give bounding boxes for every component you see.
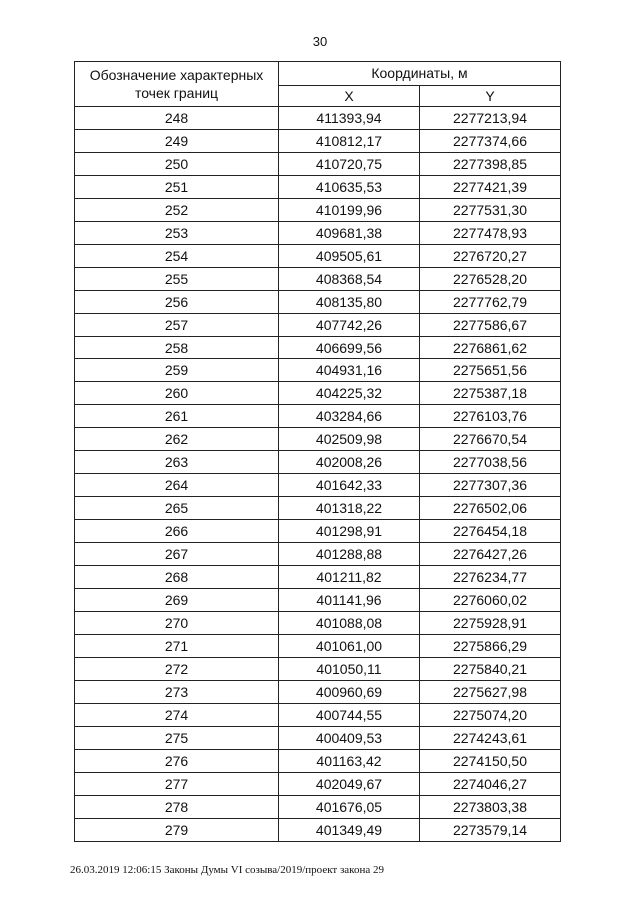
y-cell: 2276234,77	[420, 566, 561, 589]
y-cell: 2274150,50	[420, 749, 561, 772]
x-cell: 401211,82	[279, 566, 420, 589]
table-row	[75, 451, 561, 474]
point-cell: 261	[75, 405, 279, 428]
table-row	[75, 382, 561, 405]
point-cell: 263	[75, 451, 279, 474]
point-cell: 249	[75, 129, 279, 152]
y-cell: 2277038,56	[420, 451, 561, 474]
point-cell: 277	[75, 772, 279, 795]
y-cell: 2276060,02	[420, 589, 561, 612]
x-cell: 401061,00	[279, 634, 420, 657]
y-cell: 2277307,36	[420, 474, 561, 497]
x-cell: 408368,54	[279, 267, 420, 290]
point-cell: 248	[75, 107, 279, 130]
x-cell: 402008,26	[279, 451, 420, 474]
x-cell: 410635,53	[279, 175, 420, 198]
point-cell: 264	[75, 474, 279, 497]
x-cell: 404225,32	[279, 382, 420, 405]
table-row	[75, 313, 561, 336]
point-cell: 268	[75, 566, 279, 589]
table-row	[75, 474, 561, 497]
x-cell: 401141,96	[279, 589, 420, 612]
footer-stamp: 26.03.2019 12:06:15 Законы Думы VI созыва/2019/проект закона 29	[70, 864, 384, 876]
x-cell: 401676,05	[279, 795, 420, 818]
x-cell: 400409,53	[279, 726, 420, 749]
y-cell: 2276427,26	[420, 543, 561, 566]
y-cell: 2275627,98	[420, 680, 561, 703]
table-row	[75, 795, 561, 818]
x-cell: 400744,55	[279, 703, 420, 726]
x-cell: 401050,11	[279, 657, 420, 680]
point-cell: 271	[75, 634, 279, 657]
x-cell: 407742,26	[279, 313, 420, 336]
x-cell: 410812,17	[279, 129, 420, 152]
table-body	[75, 107, 561, 842]
y-cell: 2276528,20	[420, 267, 561, 290]
table-row	[75, 405, 561, 428]
y-cell: 2277374,66	[420, 129, 561, 152]
y-cell: 2275387,18	[420, 382, 561, 405]
x-cell: 409505,61	[279, 244, 420, 267]
x-cell: 406699,56	[279, 336, 420, 359]
point-cell: 262	[75, 428, 279, 451]
point-cell: 270	[75, 611, 279, 634]
point-cell: 251	[75, 175, 279, 198]
point-cell: 252	[75, 198, 279, 221]
point-cell: 272	[75, 657, 279, 680]
table-row	[75, 175, 561, 198]
y-cell: 2277213,94	[420, 107, 561, 130]
x-cell: 401298,91	[279, 520, 420, 543]
x-cell: 401288,88	[279, 543, 420, 566]
point-cell: 276	[75, 749, 279, 772]
point-cell: 257	[75, 313, 279, 336]
y-cell: 2275866,29	[420, 634, 561, 657]
table-row	[75, 634, 561, 657]
table-row	[75, 336, 561, 359]
table-row	[75, 359, 561, 382]
table-row	[75, 680, 561, 703]
y-cell: 2276861,62	[420, 336, 561, 359]
y-cell: 2276103,76	[420, 405, 561, 428]
y-cell: 2274243,61	[420, 726, 561, 749]
y-cell: 2277478,93	[420, 221, 561, 244]
x-cell: 401642,33	[279, 474, 420, 497]
point-cell: 273	[75, 680, 279, 703]
x-cell: 402509,98	[279, 428, 420, 451]
y-cell: 2273803,38	[420, 795, 561, 818]
table-row	[75, 818, 561, 841]
point-cell: 266	[75, 520, 279, 543]
x-cell: 410720,75	[279, 152, 420, 175]
point-cell: 260	[75, 382, 279, 405]
table-row	[75, 428, 561, 451]
header-points: Обозначение характерных точек границ	[75, 62, 279, 107]
x-cell: 411393,94	[279, 107, 420, 130]
point-cell: 278	[75, 795, 279, 818]
y-cell: 2275651,56	[420, 359, 561, 382]
y-cell: 2275928,91	[420, 611, 561, 634]
point-cell: 259	[75, 359, 279, 382]
table-row	[75, 221, 561, 244]
x-cell: 409681,38	[279, 221, 420, 244]
x-cell: 401163,42	[279, 749, 420, 772]
y-cell: 2277421,39	[420, 175, 561, 198]
table-row	[75, 657, 561, 680]
y-cell: 2276670,54	[420, 428, 561, 451]
table-row	[75, 520, 561, 543]
y-cell: 2276454,18	[420, 520, 561, 543]
point-cell: 267	[75, 543, 279, 566]
x-cell: 400960,69	[279, 680, 420, 703]
y-cell: 2274046,27	[420, 772, 561, 795]
header-coordinates: Координаты, м	[279, 62, 561, 86]
table-row	[75, 198, 561, 221]
table-row	[75, 589, 561, 612]
header-y: Y	[420, 85, 561, 106]
table-row	[75, 497, 561, 520]
table-row	[75, 611, 561, 634]
y-cell: 2277398,85	[420, 152, 561, 175]
x-cell: 403284,66	[279, 405, 420, 428]
point-cell: 275	[75, 726, 279, 749]
y-cell: 2275074,20	[420, 703, 561, 726]
table-row	[75, 290, 561, 313]
table-row	[75, 267, 561, 290]
point-cell: 265	[75, 497, 279, 520]
coordinates-table	[74, 61, 561, 842]
x-cell: 401349,49	[279, 818, 420, 841]
x-cell: 410199,96	[279, 198, 420, 221]
table-row	[75, 772, 561, 795]
x-cell: 404931,16	[279, 359, 420, 382]
point-cell: 254	[75, 244, 279, 267]
y-cell: 2275840,21	[420, 657, 561, 680]
table-row	[75, 543, 561, 566]
page-number: 30	[312, 34, 328, 49]
table-row	[75, 244, 561, 267]
y-cell: 2276502,06	[420, 497, 561, 520]
y-cell: 2276720,27	[420, 244, 561, 267]
table-row	[75, 726, 561, 749]
x-cell: 402049,67	[279, 772, 420, 795]
x-cell: 401318,22	[279, 497, 420, 520]
point-cell: 258	[75, 336, 279, 359]
header-x: X	[279, 85, 420, 106]
y-cell: 2277531,30	[420, 198, 561, 221]
table-row	[75, 703, 561, 726]
x-cell: 401088,08	[279, 611, 420, 634]
point-cell: 250	[75, 152, 279, 175]
point-cell: 256	[75, 290, 279, 313]
y-cell: 2277586,67	[420, 313, 561, 336]
y-cell: 2273579,14	[420, 818, 561, 841]
point-cell: 274	[75, 703, 279, 726]
table-row	[75, 566, 561, 589]
table-row	[75, 107, 561, 130]
table-row	[75, 749, 561, 772]
y-cell: 2277762,79	[420, 290, 561, 313]
x-cell: 408135,80	[279, 290, 420, 313]
table-row	[75, 129, 561, 152]
point-cell: 279	[75, 818, 279, 841]
point-cell: 253	[75, 221, 279, 244]
table-row	[75, 152, 561, 175]
point-cell: 255	[75, 267, 279, 290]
point-cell: 269	[75, 589, 279, 612]
